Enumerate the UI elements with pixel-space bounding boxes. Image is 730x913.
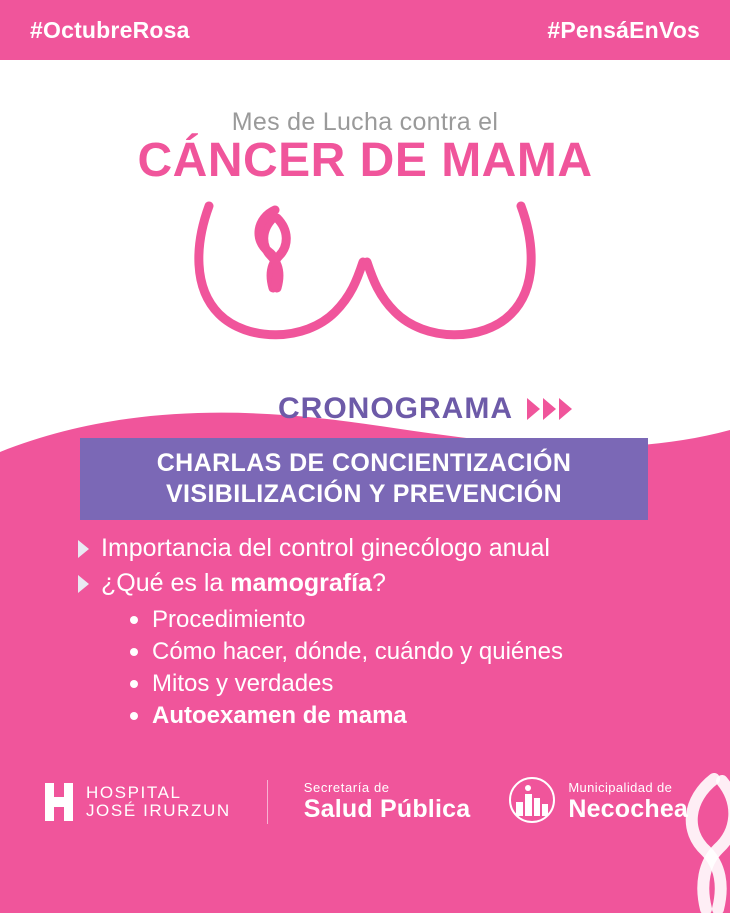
hashtag-bar <box>0 0 730 60</box>
subtopic-text: Autoexamen de mama <box>152 702 407 729</box>
header-subtitle: Mes de Lucha contra el <box>231 108 499 136</box>
subtopic-text: Mitos y verdades <box>152 670 334 697</box>
hospital-line-2: JOSÉ IRURZUN <box>85 801 231 820</box>
hospital-line-1: HOSPITAL <box>85 783 182 803</box>
salud-line-1: Secretaría de <box>303 780 390 795</box>
hospital-text <box>86 784 231 820</box>
chevrons-icon <box>527 398 572 420</box>
dot-bullet-icon <box>130 712 138 720</box>
dot-bullet-icon <box>130 648 138 656</box>
h-monogram-icon <box>42 781 76 823</box>
chevron-bullet-icon <box>78 575 89 593</box>
list-item <box>130 670 678 698</box>
municipalidad-line-2: Necochea <box>568 795 689 823</box>
logos-row <box>0 762 730 842</box>
subtopic-text: Cómo hacer, dónde, cuándo y quiénes <box>152 638 563 665</box>
logo-hospital <box>42 781 231 823</box>
breast-ribbon-illustration <box>185 196 545 356</box>
subtopics-list <box>130 606 678 730</box>
cronograma-label: CRONOGRAMA <box>278 392 513 425</box>
subtopic-text: Procedimiento <box>152 606 306 633</box>
dot-bullet-icon <box>130 680 138 688</box>
salud-text <box>304 780 471 824</box>
logo-salud-publica <box>304 780 471 824</box>
banner-line-1: CHARLAS DE CONCIENTIZACIÓN <box>156 449 572 477</box>
topic-text: Importancia del control ginecólogo anual <box>101 534 550 562</box>
topics-list <box>78 534 678 734</box>
topic-text: ¿Qué es la mamografía? <box>101 569 386 597</box>
list-item <box>78 534 678 563</box>
list-item <box>130 638 678 666</box>
list-item <box>130 606 678 634</box>
list-item <box>78 569 678 598</box>
chevron-right-icon <box>543 398 556 420</box>
list-item <box>130 702 678 730</box>
cronograma-heading <box>0 392 730 426</box>
city-crest-icon <box>506 776 558 829</box>
dot-bullet-icon <box>130 616 138 624</box>
hashtag-left: #OctubreRosa <box>30 16 190 43</box>
municipalidad-text <box>568 780 688 824</box>
salud-line-2: Salud Pública <box>303 795 471 823</box>
municipalidad-line-1: Municipalidad de <box>568 780 673 795</box>
logo-municipalidad <box>506 776 688 829</box>
banner-line-2: VISIBILIZACIÓN Y PREVENCIÓN <box>165 480 563 508</box>
chevron-right-icon <box>559 398 572 420</box>
chevron-bullet-icon <box>78 540 89 558</box>
chevron-right-icon <box>527 398 540 420</box>
page-title: CÁNCER DE MAMA <box>137 134 593 187</box>
logo-divider <box>267 780 268 824</box>
purple-banner <box>80 438 648 520</box>
illustration-svg <box>185 196 545 356</box>
hashtag-right: #PensáEnVos <box>547 16 700 43</box>
